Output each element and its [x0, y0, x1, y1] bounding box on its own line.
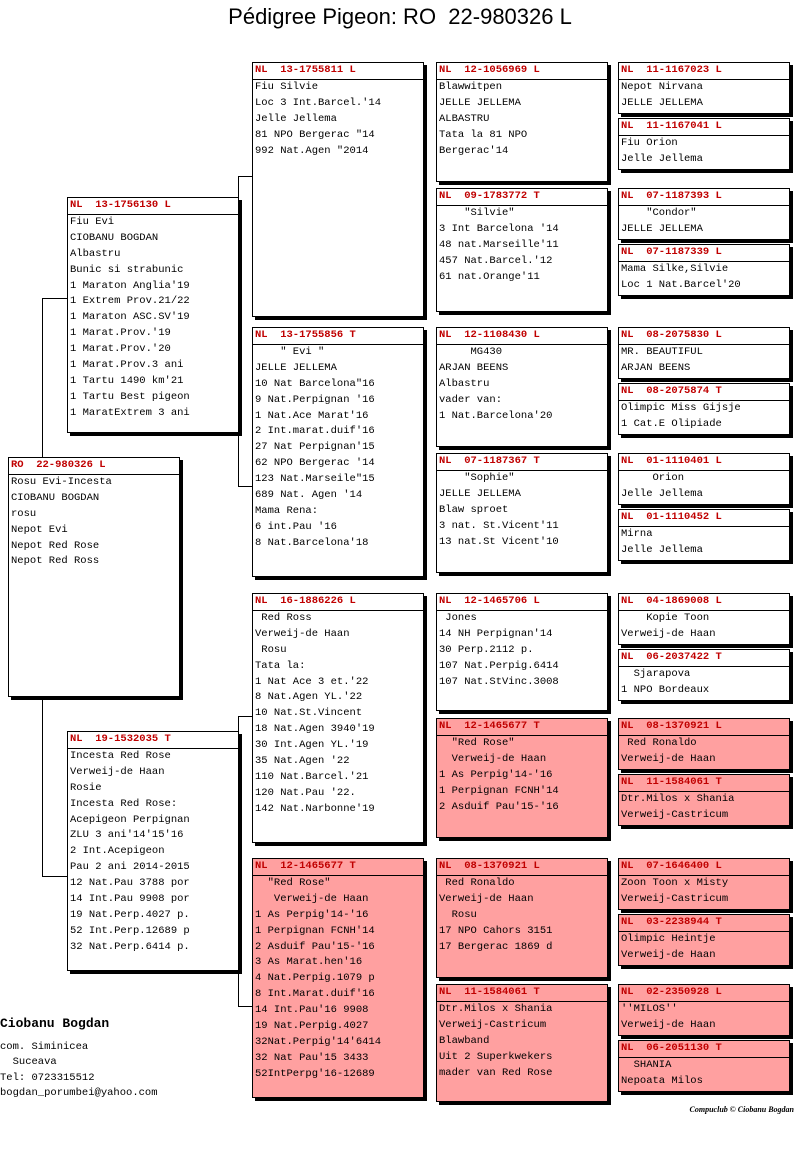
card-gen5-7 — [618, 453, 790, 505]
pigeon-info-line: Incesta Red Rose — [70, 749, 171, 762]
connector-line — [42, 298, 68, 299]
pigeon-info-line: Verweij-de Haan — [70, 765, 165, 778]
pigeon-info-line: "Sophie" — [439, 471, 515, 484]
ring-number: NL 03-2238944 T — [619, 915, 789, 932]
pigeon-info-line: Blawwitpen — [439, 80, 503, 93]
pigeon-info-line: Orion — [621, 471, 685, 484]
pigeon-info-line: Jones — [439, 611, 477, 624]
pigeon-info-line: 13 nat.St Vicent'10 — [439, 535, 559, 548]
pigeon-info-line: 2 Int.Acepigeon — [70, 845, 165, 858]
footer-credit: Compuclub © Ciobanu Bogdan — [689, 1105, 794, 1114]
pigeon-info-line: Fiu Orion — [621, 136, 678, 149]
ring-number: NL 06-2051130 T — [619, 1041, 789, 1058]
pigeon-info-line: 1 As Perpig'14-'16 — [255, 908, 369, 921]
card-gen5-2 — [618, 118, 790, 170]
card-gen5-3 — [618, 188, 790, 240]
card-gen4-3 — [436, 327, 608, 447]
card-gen5-10 — [618, 649, 790, 701]
ring-number: NL 13-1756130 L — [68, 198, 238, 215]
pigeon-info-line: Nepoata Milos — [621, 1074, 703, 1087]
pigeon-info-line: 19 Nat.Perp.4027 p. — [70, 908, 190, 921]
pigeon-info-line: Jelle Jellema — [621, 487, 703, 500]
pigeon-info-line: Verweij-Castricum — [621, 892, 729, 905]
ring-number: NL 12-1056969 L — [437, 63, 607, 80]
pigeon-info-line: 2 Int.marat.duif'16 — [255, 425, 375, 438]
pigeon-info-line: Mama Silke,Silvie — [621, 262, 729, 275]
pigeon-info-line: 142 Nat.Narbonne'19 — [255, 802, 375, 815]
pigeon-info-line: 19 Nat.Perpig.4027 — [255, 1020, 369, 1033]
pigeon-info-line: Nepot Evi — [11, 523, 68, 536]
pigeon-info-line: Pau 2 ani 2014-2015 — [70, 861, 190, 874]
pigeon-info-line: Bergerac'14 — [439, 144, 509, 157]
pigeon-info-line: ARJAN BEENS — [621, 361, 691, 374]
pigeon-info-line: Verweij-de Haan — [439, 892, 534, 905]
pigeon-info-line: 1 MaratExtrem 3 ani — [70, 406, 190, 419]
breeder-name: Ciobanu Bogdan — [0, 1016, 110, 1031]
pigeon-info-line: vader van: — [439, 393, 503, 406]
pigeon-info-line: Verweij-de Haan — [255, 892, 369, 905]
pigeon-info-line: Fiu Silvie — [255, 80, 319, 93]
pigeon-info-line: 120 Nat.Pau '22. — [255, 786, 356, 799]
pigeon-info-line: " Evi " — [255, 345, 325, 358]
pigeon-info-line: 107 Nat.Perpig.6414 — [439, 659, 559, 672]
pigeon-info-line: "Red Rose" — [439, 736, 515, 749]
pigeon-info-line: Verweij-de Haan — [621, 1018, 716, 1031]
pigeon-info-line: Albastru — [70, 247, 121, 260]
card-dam-dam — [252, 858, 424, 1098]
breeder-info — [0, 1016, 158, 1102]
pigeon-info-line: Red Ross — [255, 611, 312, 624]
ring-number: NL 12-1465706 L — [437, 594, 607, 611]
pigeon-info-line: Acepigeon Perpignan — [70, 813, 190, 826]
pigeon-info-line: 14 Int.Pau'16 9908 — [255, 1004, 369, 1017]
pigeon-info-line: ZLU 3 ani'14'15'16 — [70, 829, 184, 842]
pigeon-info-line: 1 Marat.Prov.3 ani — [70, 359, 184, 372]
pigeon-info-line: MG430 — [439, 345, 503, 358]
pigeon-info-line: Nepot Red Ross — [11, 555, 100, 568]
pigeon-info-line: 8 Nat.Barcelona'18 — [255, 536, 369, 549]
ring-number: NL 11-1584061 T — [619, 775, 789, 792]
card-gen4-1 — [436, 62, 608, 182]
pigeon-info-line: Verweij-de Haan — [255, 627, 350, 640]
pigeon-info-line: 123 Nat.Marseile"15 — [255, 473, 375, 486]
ring-number: NL 06-2037422 T — [619, 650, 789, 667]
pigeon-info-line: Bunic si strabunic — [70, 263, 184, 276]
pigeon-info-line: Nepot Nirvana — [621, 80, 703, 93]
ring-number: NL 08-1370921 L — [437, 859, 607, 876]
pigeon-info-line: 1 Perpignan FCNH'14 — [255, 924, 375, 937]
pigeon-info-line: "Silvie" — [439, 206, 515, 219]
ring-number: NL 13-1755811 L — [253, 63, 423, 80]
pigeon-info-line: 689 Nat. Agen '14 — [255, 489, 363, 502]
pigeon-info-line: CIOBANU BOGDAN — [11, 491, 100, 504]
ring-number: NL 01-1110401 L — [619, 454, 789, 471]
pigeon-info-line: 52 Int.Perp.12689 p — [70, 924, 190, 937]
connector-line — [238, 486, 252, 487]
pigeon-info-line: Tata la 81 NPO — [439, 128, 528, 141]
connector-line — [238, 1006, 252, 1007]
pigeon-info-line: 1 Nat Ace 3 et.'22 — [255, 675, 369, 688]
pigeon-info-line: 1 Perpignan FCNH'14 — [439, 784, 559, 797]
pigeon-info-line: Verweij-de Haan — [439, 752, 547, 765]
pigeon-info-line: Tata la: — [255, 659, 306, 672]
page-title: Pédigree Pigeon: RO 22-980326 L — [228, 4, 572, 29]
pigeon-info-line: 457 Nat.Barcel.'12 — [439, 254, 553, 267]
ring-number: NL 11-1167023 L — [619, 63, 789, 80]
ring-number: NL 12-1465677 T — [253, 859, 423, 876]
card-gen5-13 — [618, 858, 790, 910]
pigeon-info-line: 1 Nat.Barcelona'20 — [439, 409, 553, 422]
pigeon-info-line: Kopie Toon — [621, 611, 710, 624]
pigeon-info-line: Fiu Evi — [70, 215, 115, 228]
pigeon-info-line: ARJAN BEENS — [439, 361, 509, 374]
pigeon-info-line: mader van Red Rose — [439, 1066, 553, 1079]
card-gen4-4 — [436, 453, 608, 573]
card-sire-sire — [252, 62, 424, 317]
ring-number: NL 02-2350928 L — [619, 985, 789, 1002]
pigeon-info-line: JELLE JELLEMA — [255, 361, 337, 374]
card-sire — [67, 197, 239, 433]
pigeon-info-line: Verweij-de Haan — [621, 627, 716, 640]
pigeon-info-line: "Red Rose" — [255, 876, 331, 889]
pigeon-info-line: Verweij-de Haan — [621, 752, 716, 765]
pigeon-info-line: Rosu — [255, 643, 287, 656]
pigeon-info-line: 1 Tartu Best pigeon — [70, 390, 190, 403]
card-gen5-11 — [618, 718, 790, 770]
pigeon-info-line: Sjarapova — [621, 667, 691, 680]
card-gen5-15 — [618, 984, 790, 1036]
card-gen4-8 — [436, 984, 608, 1102]
pigeon-info-line: Red Ronaldo — [439, 876, 515, 889]
pigeon-info-line: 1 Cat.E Olipiade — [621, 417, 722, 430]
pigeon-info-line: 107 Nat.StVinc.3008 — [439, 675, 559, 688]
card-gen5-12 — [618, 774, 790, 826]
pigeon-info-line: JELLE JELLEMA — [621, 222, 703, 235]
pigeon-info-line: 8 Nat.Agen YL.'22 — [255, 691, 363, 704]
pigeon-info-line: 12 Nat.Pau 3788 por — [70, 877, 190, 890]
pigeon-info-line: Uit 2 Superkwekers — [439, 1050, 553, 1063]
card-gen5-9 — [618, 593, 790, 645]
pigeon-info-line: Dtr.Milos x Shania — [621, 792, 735, 805]
pigeon-info-line: 1 NPO Bordeaux — [621, 683, 710, 696]
pigeon-info-line: 1 Maraton ASC.SV'19 — [70, 311, 190, 324]
breeder-phone: Tel: 0723315512 — [0, 1071, 95, 1084]
ring-number: RO 22-980326 L — [9, 458, 179, 475]
pigeon-info-line: Mama Rena: — [255, 504, 319, 517]
card-dam — [67, 731, 239, 971]
pigeon-info-line: 3 As Marat.hen'16 — [255, 956, 363, 969]
connector-line — [42, 298, 43, 460]
pigeon-info-line: 1 As Perpig'14-'16 — [439, 768, 553, 781]
pigeon-info-line: 62 NPO Bergerac '14 — [255, 457, 375, 470]
pigeon-info-line: 9 Nat.Perpignan '16 — [255, 393, 375, 406]
pigeon-info-line: CIOBANU BOGDAN — [70, 231, 159, 244]
pigeon-info-line: 32 Nat.Perp.6414 p. — [70, 940, 190, 953]
card-gen5-14 — [618, 914, 790, 966]
pigeon-info-line: 992 Nat.Agen "2014 — [255, 144, 369, 157]
card-gen5-1 — [618, 62, 790, 114]
pigeon-info-line: 14 NH Perpignan'14 — [439, 627, 553, 640]
pigeon-info-line: Incesta Red Rose: — [70, 797, 178, 810]
card-gen4-2 — [436, 188, 608, 312]
pigeon-info-line: 61 nat.Orange'11 — [439, 270, 540, 283]
ring-number: NL 01-1110452 L — [619, 510, 789, 527]
pigeon-info-line: 110 Nat.Barcel.'21 — [255, 770, 369, 783]
card-gen5-5 — [618, 327, 790, 379]
pigeon-info-line: 52IntPerpg'16-12689 — [255, 1067, 375, 1080]
pigeon-info-line: Mirna — [621, 527, 653, 540]
pigeon-info-line: 27 Nat Perpignan'15 — [255, 441, 375, 454]
pigeon-info-line: Olimpic Heintje — [621, 932, 716, 945]
breeder-line: Suceava — [0, 1056, 57, 1068]
pigeon-info-line: 17 NPO Cahors 3151 — [439, 924, 553, 937]
ring-number: NL 08-2075830 L — [619, 328, 789, 345]
pigeon-info-line: MR. BEAUTIFUL — [621, 345, 703, 358]
connector-line — [42, 698, 43, 876]
ring-number: NL 13-1755856 T — [253, 328, 423, 345]
ring-number: NL 08-1370921 L — [619, 719, 789, 736]
connector-line — [238, 176, 252, 177]
pigeon-info-line: ALBASTRU — [439, 112, 490, 125]
pigeon-info-line: Loc 3 Int.Barcel.'14 — [255, 96, 382, 109]
card-gen4-7 — [436, 858, 608, 978]
breeder-email: bogdan_porumbei@yahoo.com — [0, 1087, 158, 1099]
breeder-line: com. Siminicea — [0, 1040, 89, 1053]
card-gen4-5 — [436, 593, 608, 711]
pigeon-info-line: 17 Bergerac 1869 d — [439, 940, 553, 953]
pigeon-info-line: 2 Asduif Pau'15-'16 — [255, 940, 375, 953]
ring-number: NL 16-1886226 L — [253, 594, 423, 611]
pigeon-info-line: 6 int.Pau '16 — [255, 520, 337, 533]
pigeon-info-line: JELLE JELLEMA — [621, 96, 703, 109]
ring-number: NL 07-1646400 L — [619, 859, 789, 876]
pigeon-info-line: 18 Nat.Agen 3940'19 — [255, 723, 375, 736]
ring-number: NL 08-2075874 T — [619, 384, 789, 401]
pigeon-info-line: Jelle Jellema — [255, 112, 337, 125]
pigeon-info-line: 10 Nat.St.Vincent — [255, 707, 363, 720]
pigeon-info-line: JELLE JELLEMA — [439, 487, 521, 500]
pigeon-info-line: Jelle Jellema — [621, 543, 703, 556]
connector-line — [42, 876, 68, 877]
pigeon-info-line: 4 Nat.Perpig.1079 p — [255, 972, 375, 985]
pigeon-info-line: JELLE JELLEMA — [439, 96, 521, 109]
card-subject — [8, 457, 180, 697]
pigeon-info-line: Zoon Toon x Misty — [621, 876, 729, 889]
pigeon-info-line: 2 Asduif Pau'15-'16 — [439, 800, 559, 813]
pigeon-info-line: Rosu Evi-Incesta — [11, 475, 112, 488]
ring-number: NL 12-1108430 L — [437, 328, 607, 345]
ring-number: NL 07-1187393 L — [619, 189, 789, 206]
ring-number: NL 07-1187367 T — [437, 454, 607, 471]
pigeon-info-line: 1 Tartu 1490 km'21 — [70, 374, 184, 387]
pigeon-info-line: 1 Maraton Anglia'19 — [70, 279, 190, 292]
card-gen5-4 — [618, 244, 790, 296]
connector-line — [238, 716, 252, 717]
pigeon-info-line: Loc 1 Nat.Barcel'20 — [621, 278, 741, 291]
pigeon-info-line: Blaw sproet — [439, 503, 509, 516]
card-sire-dam — [252, 327, 424, 577]
pigeon-info-line: Jelle Jellema — [621, 152, 703, 165]
pigeon-info-line: 3 Int Barcelona '14 — [439, 222, 559, 235]
pigeon-info-line: Verweij-Castricum — [439, 1018, 547, 1031]
pigeon-info-line: 3 nat. St.Vicent'11 — [439, 519, 559, 532]
pigeon-info-line: Dtr.Milos x Shania — [439, 1002, 553, 1015]
pigeon-info-line: Albastru — [439, 377, 490, 390]
pigeon-info-line: 32 Nat Pau'15 3433 — [255, 1051, 369, 1064]
pigeon-info-line: Blawband — [439, 1034, 490, 1047]
card-gen5-6 — [618, 383, 790, 435]
pigeon-info-line: 10 Nat Barcelona"16 — [255, 377, 375, 390]
pigeon-info-line: 35 Nat.Agen '22 — [255, 755, 350, 768]
pigeon-info-line: 48 nat.Marseille'11 — [439, 238, 559, 251]
pigeon-info-line: 30 Int.Agen YL.'19 — [255, 739, 369, 752]
ring-number: NL 11-1584061 T — [437, 985, 607, 1002]
ring-number: NL 12-1465677 T — [437, 719, 607, 736]
pigeon-info-line: 1 Marat.Prov.'20 — [70, 343, 171, 356]
pigeon-info-line: Nepot Red Rose — [11, 539, 100, 552]
ring-number: NL 11-1167041 L — [619, 119, 789, 136]
pigeon-info-line: Verweij-Castricum — [621, 808, 729, 821]
pigeon-info-line: Olimpic Miss Gijsje — [621, 401, 741, 414]
ring-number: NL 19-1532035 T — [68, 732, 238, 749]
pigeon-info-line: 81 NPO Bergerac "14 — [255, 128, 375, 141]
pigeon-info-line: 8 Int.Marat.duif'16 — [255, 988, 375, 1001]
ring-number: NL 09-1783772 T — [437, 189, 607, 206]
pigeon-info-line: rosu — [11, 507, 37, 520]
pigeon-info-line: Rosie — [70, 781, 102, 794]
pigeon-info-line: ''MILOS'' — [621, 1002, 678, 1015]
pigeon-info-line: Red Ronaldo — [621, 736, 697, 749]
pigeon-info-line: "Condor" — [621, 206, 697, 219]
ring-number: NL 04-1869008 L — [619, 594, 789, 611]
pigeon-info-line: 1 Extrem Prov.21/22 — [70, 295, 190, 308]
pigeon-info-line: 30 Perp.2112 p. — [439, 643, 534, 656]
pigeon-info-line: Rosu — [439, 908, 477, 921]
pigeon-info-line: SHANIA — [621, 1058, 672, 1071]
ring-number: NL 07-1187339 L — [619, 245, 789, 262]
pigeon-info-line: 32Nat.Perpig'14'6414 — [255, 1035, 382, 1048]
card-dam-sire — [252, 593, 424, 843]
pigeon-info-line: 1 Nat.Ace Marat'16 — [255, 409, 369, 422]
card-gen4-6 — [436, 718, 608, 838]
pigeon-info-line: 14 Int.Pau 9908 por — [70, 893, 190, 906]
pigeon-info-line: Verweij-de Haan — [621, 948, 716, 961]
card-gen5-16 — [618, 1040, 790, 1092]
card-gen5-8 — [618, 509, 790, 561]
pigeon-info-line: 1 Marat.Prov.'19 — [70, 327, 171, 340]
